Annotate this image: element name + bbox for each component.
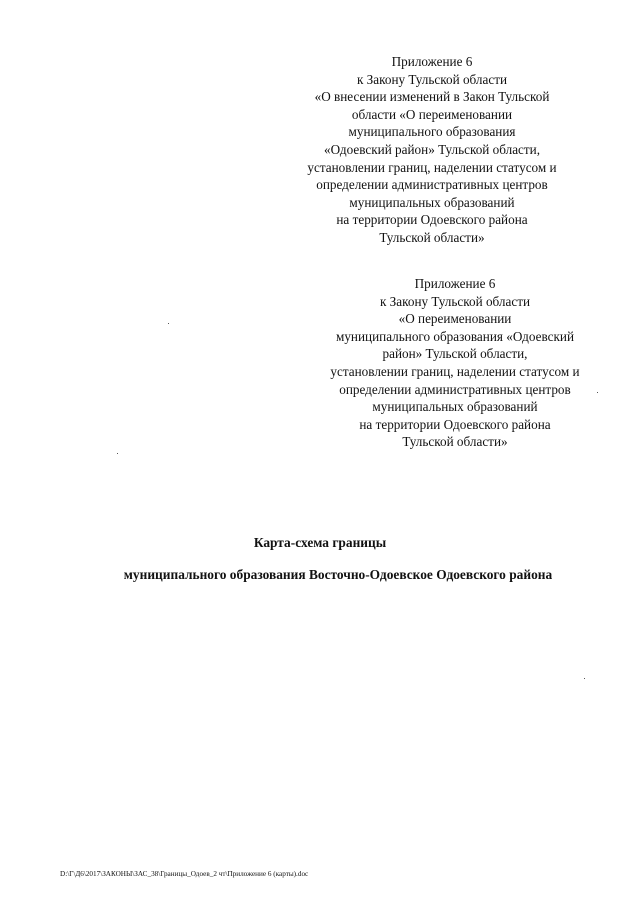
- appendix-line: Тульской области»: [402, 434, 508, 450]
- appendix-line: к Закону Тульской области: [356, 71, 508, 87]
- appendix-line: определении административных центров: [339, 381, 571, 397]
- appendix-line: Приложение 6: [414, 276, 496, 291]
- appendix-line: установлении границ, наделении статусом и: [307, 159, 557, 175]
- appendix-line: муниципального образования «Одоевский: [335, 328, 575, 344]
- appendix-heading-original-law: [290, 275, 620, 451]
- scan-speck: [117, 453, 118, 454]
- scan-speck: [597, 392, 598, 393]
- appendix-line: «О внесении изменений в Закон Тульской: [314, 89, 550, 105]
- appendix-line: Приложение 6: [391, 54, 473, 69]
- scan-speck: [168, 323, 169, 324]
- appendix-line: Тульской области»: [379, 229, 485, 245]
- appendix-line: определении административных центров: [316, 177, 548, 193]
- appendix-heading-amending-law: [262, 53, 602, 247]
- scan-speck: [584, 678, 585, 679]
- footer-file-path: D:\Г\Д6\2017\ЗАКОНЫ\ЗАС_38\Границы_Одоев_2 чт\Приложение 6 (карты).doc: [60, 870, 309, 878]
- appendix-line: муниципального образования: [348, 124, 516, 140]
- appendix-line: к Закону Тульской области: [379, 293, 531, 309]
- appendix-line: области «О переименовании: [351, 106, 513, 122]
- appendix-line: муниципальных образований: [372, 399, 538, 415]
- appendix-line: «О переименовании: [398, 311, 512, 327]
- appendix-line: муниципальных образований: [349, 194, 515, 210]
- map-title-line-2: муниципального образования Восточно-Одоевское Одоевского района: [123, 567, 553, 582]
- appendix-line: на территории Одоевского района: [359, 416, 551, 432]
- appendix-line: «Одоевский район» Тульской области,: [323, 141, 541, 157]
- appendix-line: установлении границ, наделении статусом и: [330, 363, 580, 379]
- appendix-line: район» Тульской области,: [382, 346, 528, 362]
- appendix-line: на территории Одоевского района: [336, 212, 528, 228]
- map-title-line-1: Карта-схема границы: [253, 535, 387, 550]
